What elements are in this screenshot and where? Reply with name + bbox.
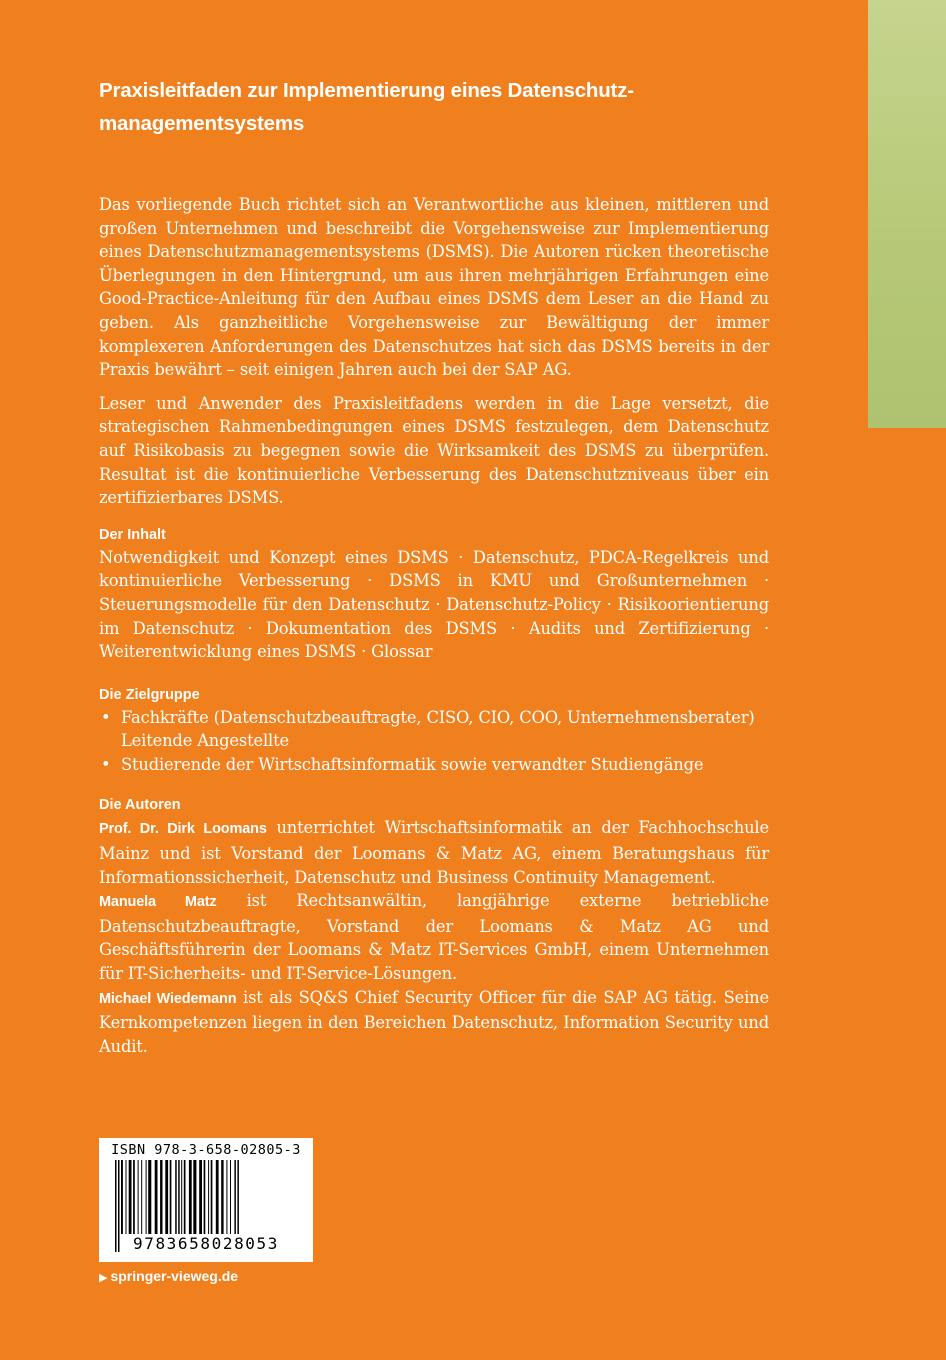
ean-number: 9783658028053 (132, 1234, 280, 1253)
intro-paragraph-1: Das vorliegende Buch richtet sich an Verantwortliche aus kleinen, mittleren und großen Unternehmen und beschreibt die Vorgehensweise zur Implementierung eines Datenschutzmanagementsystems (DSMS). Die Autoren rücken theoretische Überlegungen in den Hintergrund, um aus ihren mehrjährigen Erfahrungen eine Good-Practice-Anleitung für den Aufbau eines DSMS dem Leser an die Hand zu geben. Als ganzheitliche Vorgehensweise zur Bewältigung der immer komplexeren Anforderungen des Datenschutzes hat sich das DSMS bereits in der Praxis bewährt – seit einigen Jahren auch bei der SAP AG. (99, 195, 769, 380)
section-zielgruppe (99, 684, 769, 777)
intro-paragraph-2: Leser und Anwender des Praxisleitfadens werden in die Lage versetzt, die strategischen Rahmenbedingungen eines DSMS festzulegen, dem Datenschutz auf Risikobasis zu begegnen sowie die Wirksamkeit des DSMS zu überprüfen. Resultat ist die kontinuierliche Verbesserung des Datenschutzniveaus über ein zertifizierbares DSMS. (99, 393, 769, 508)
barcode-bar (138, 1160, 139, 1234)
barcode-bar (199, 1160, 202, 1234)
barcode-bar (146, 1160, 147, 1234)
autoren-heading: Die Autoren (99, 797, 181, 814)
barcode-bar (126, 1160, 127, 1234)
barcode-bar (121, 1160, 123, 1234)
barcode-bar (230, 1160, 231, 1234)
ean-digits (99, 1234, 313, 1253)
author-name: Prof. Dr. Dirk Loomans (99, 821, 267, 838)
author-bio: ist als SQ&S Chief Security Officer für die SAP AG tätig. Seine Kernkompetenzen liegen in den Bereichen Datenschutz, Information Security und Audit. (99, 987, 769, 1056)
title-line-2: managementsystems (99, 112, 305, 135)
back-cover-text (99, 74, 769, 1072)
barcode-bar (155, 1160, 158, 1234)
barcode-bar (221, 1160, 223, 1234)
inhalt-text: Notwendigkeit und Konzept eines DSMS · Datenschutz, PDCA-Regelkreis und kontinuierliche Verbesserung · DSMS in KMU und Großunternehmen · Steuerungsmodelle für den Datenschutz · Datenschutz-Policy · Risikoorientierung im Datenschutz · Dokumentation des DSMS · Audits und Zertifizierung · Weiterentwicklung eines DSMS · Glossar (99, 547, 769, 662)
list-item: • Fachkräfte (Datenschutzbeauftragte, CISO, CIO, COO, Unternehmensberater) Leitende Angestellte (99, 706, 769, 753)
author-name: Manuela Matz (99, 894, 217, 911)
list-item: • Studierende der Wirtschaftsinformatik sowie verwandter Studiengänge (99, 753, 769, 777)
isbn-barcode (99, 1138, 313, 1262)
author-bio: unterrichtet Wirtschaftsinformatik an der Fachhochschule Mainz und ist Vorstand der Loomans & Matz AG, einem Beratungshaus für Informationssicherheit, Datenschutz und Business Continuity Management. (99, 818, 769, 887)
barcode-bar (141, 1160, 142, 1234)
author-bio: ist Rechtsanwältin, langjährige externe betriebliche Datenschutzbeauftragte, Vorstand der Loomans & Matz AG und Geschäftsführerin der Loomans & Matz IT-Services GmbH, einem Unternehmen für IT-Sicherheits- und IT-Service-Lösungen. (99, 891, 769, 984)
barcode-bar (133, 1160, 135, 1234)
barcode-bar (226, 1160, 227, 1234)
barcode-bar (211, 1160, 213, 1234)
isbn-label: ISBN 978-3-658-02805-3 (111, 1142, 301, 1158)
inhalt-heading: Der Inhalt (99, 526, 166, 543)
title-line-1: Praxisleitfaden zur Implementierung eines Datenschutz- (99, 79, 634, 102)
barcode-bar (181, 1160, 182, 1234)
author-entry (99, 889, 769, 985)
zielgruppe-heading: Die Zielgruppe (99, 686, 200, 703)
barcode-bar (129, 1160, 132, 1234)
barcode-bar (193, 1160, 196, 1234)
barcode-bar (184, 1160, 186, 1234)
arrow-icon: ▶ (99, 1272, 108, 1284)
author-entry (99, 986, 769, 1059)
author-entry (99, 816, 769, 889)
barcode-bar (170, 1160, 172, 1234)
author-name: Michael Wiedemann (99, 990, 237, 1007)
barcode-bar (208, 1160, 209, 1234)
decorative-side-strip (868, 0, 946, 428)
barcode-bar (204, 1160, 206, 1234)
barcode-bar (165, 1160, 168, 1234)
barcode-bar (148, 1160, 151, 1234)
website-link[interactable] (99, 1268, 238, 1284)
barcode-bar (216, 1160, 219, 1234)
barcode-bar (160, 1160, 162, 1234)
book-title (99, 74, 769, 140)
zielgruppe-list (99, 706, 769, 777)
website-text: springer-vieweg.de (110, 1268, 239, 1284)
barcode-bar (189, 1160, 192, 1234)
section-inhalt (99, 524, 769, 664)
section-autoren (99, 794, 769, 1058)
